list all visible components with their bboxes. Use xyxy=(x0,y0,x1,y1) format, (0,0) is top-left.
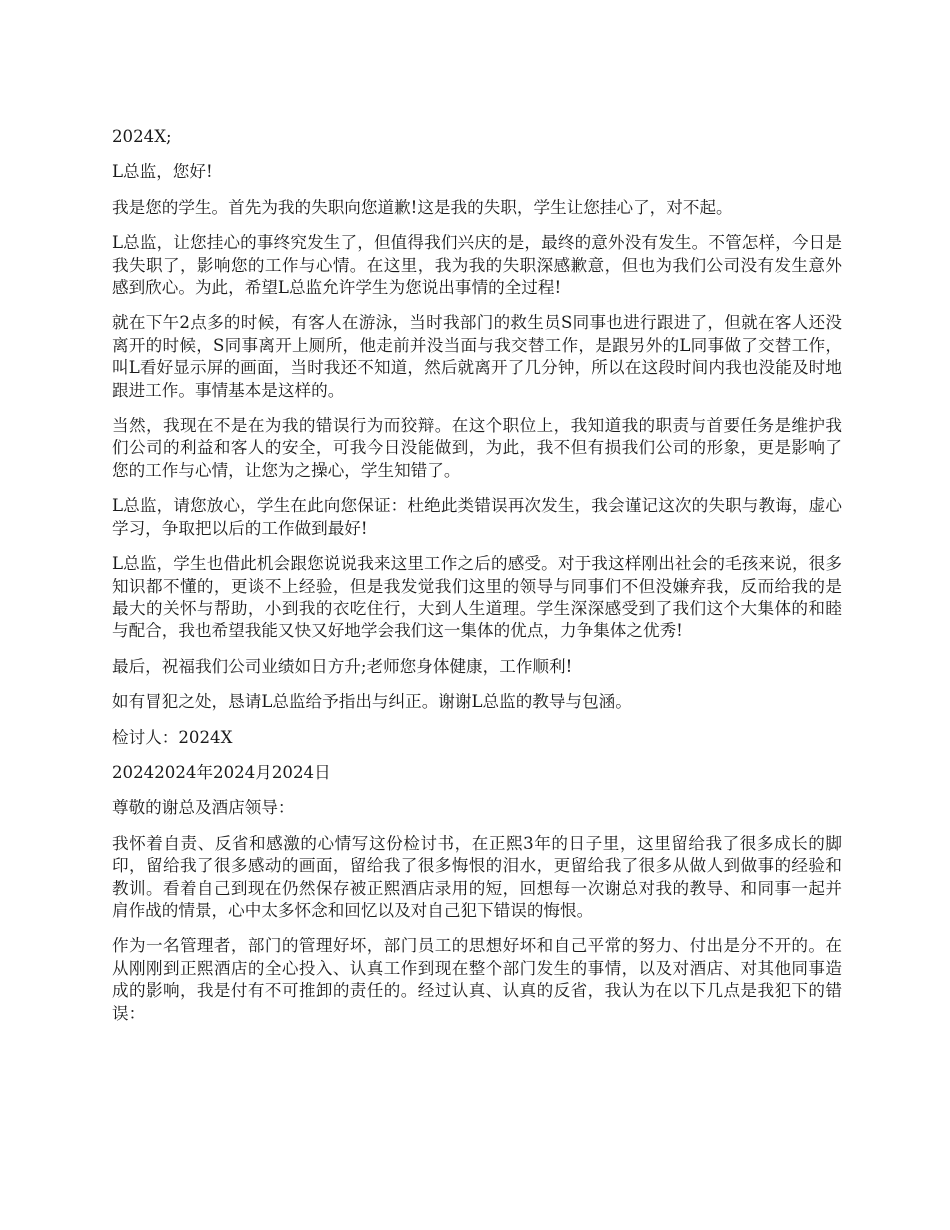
document-body xyxy=(112,126,842,1038)
paragraph-apology: 我是您的学生。首先为我的失职向您道歉!这是我的失职，学生让您挂心了，对不起。 xyxy=(112,197,733,217)
paragraph-reflection: 我怀着自责、反省和感激的心情写这份检讨书，在正熙3年的日子里，这里留给我了很多成长的脚印，留给我了很多感动的画面，留给我了很多悔恨的泪水，更留给我了很多从做人到做事的经验和教训。看着自己到现在仍然保存被正熙酒店录用的短，回想每一次谢总对我的教导、和同事一起并肩作战的情景，心中太多怀念和回忆以及对自己犯下错误的悔恨。 xyxy=(112,833,842,920)
paragraph-wishes: 最后，祝福我们公司业绩如日方升;老师您身体健康，工作顺利! xyxy=(112,656,573,676)
date-line: 2024X; xyxy=(112,127,172,146)
date-signature: 20242024年2024月2024日 xyxy=(112,762,331,782)
paragraph-manager: 作为一名管理者，部门的管理好坏，部门员工的思想好坏和自己平常的努力、付出是分不开的。在从刚刚到正熙酒店的全心投入、认真工作到现在整个部门发生的事情，以及对酒店、对其他同事造成的影响，我是付有不可推卸的责任的。经过认真、认真的反省，我认为在以下几点是我犯下的错误： xyxy=(112,936,842,1023)
paragraph-responsibility: 当然，我现在不是在为我的错误行为而狡辩。在这个职位上，我知道我的职责与首要任务是维护我们公司的利益和客人的安全，可我今日没能做到，为此，我不但有损我们公司的形象，更是影响了您的工作与心情，让您为之操心，学生知错了。 xyxy=(112,416,842,480)
paragraph-promise: L总监，请您放心，学生在此向您保证：杜绝此类错误再次发生，我会谨记这次的失职与教诲，虚心学习，争取把以后的工作做到最好! xyxy=(112,496,842,538)
signature-line: 检讨人：2024X xyxy=(112,727,233,747)
salutation-second: 尊敬的谢总及酒店领导： xyxy=(112,798,295,818)
paragraph-intro: L总监，让您挂心的事终究发生了，但值得我们兴庆的是，最终的意外没有发生。不管怎样，今日是我失职了，影响您的工作与心情。在这里，我为我的失职深感歉意，但也为我们公司没有发生意外感到欣心。为此，希望L总监允许学生为您说出事情的全过程! xyxy=(112,233,842,298)
paragraph-closing: 如有冒犯之处，恳请L总监给予指出与纠正。谢谢L总监的教导与包涵。 xyxy=(112,692,632,712)
paragraph-incident: 就在下午2点多的时候，有客人在游泳，当时我部门的救生员S同事也进行跟进了，但就在客人还没离开的时候，S同事离开上厕所，他走前并没当面与我交替工作，是跟另外的L同事做了交替工作，叫L看好显示屏的画面，当时我还不知道，然后就离开了几分钟，所以在这段时间内我也没能及时地跟进工作。事情基本是这样的。 xyxy=(112,313,842,400)
paragraph-feelings: L总监，学生也借此机会跟您说说我来这里工作之后的感受。对于我这样刚出社会的毛孩来说，很多知识都不懂的，更谈不上经验，但是我发觉我们这里的领导与同事们不但没嫌弃我，反而给我的是最大的关怀与帮助，小到我的衣吃住行，大到人生道理。学生深深感受到了我们这个大集体的和睦与配合，我也希望我能又快又好地学会我们这一集体的优点，力争集体之优秀! xyxy=(112,554,842,641)
salutation: L总监，您好! xyxy=(112,162,213,182)
